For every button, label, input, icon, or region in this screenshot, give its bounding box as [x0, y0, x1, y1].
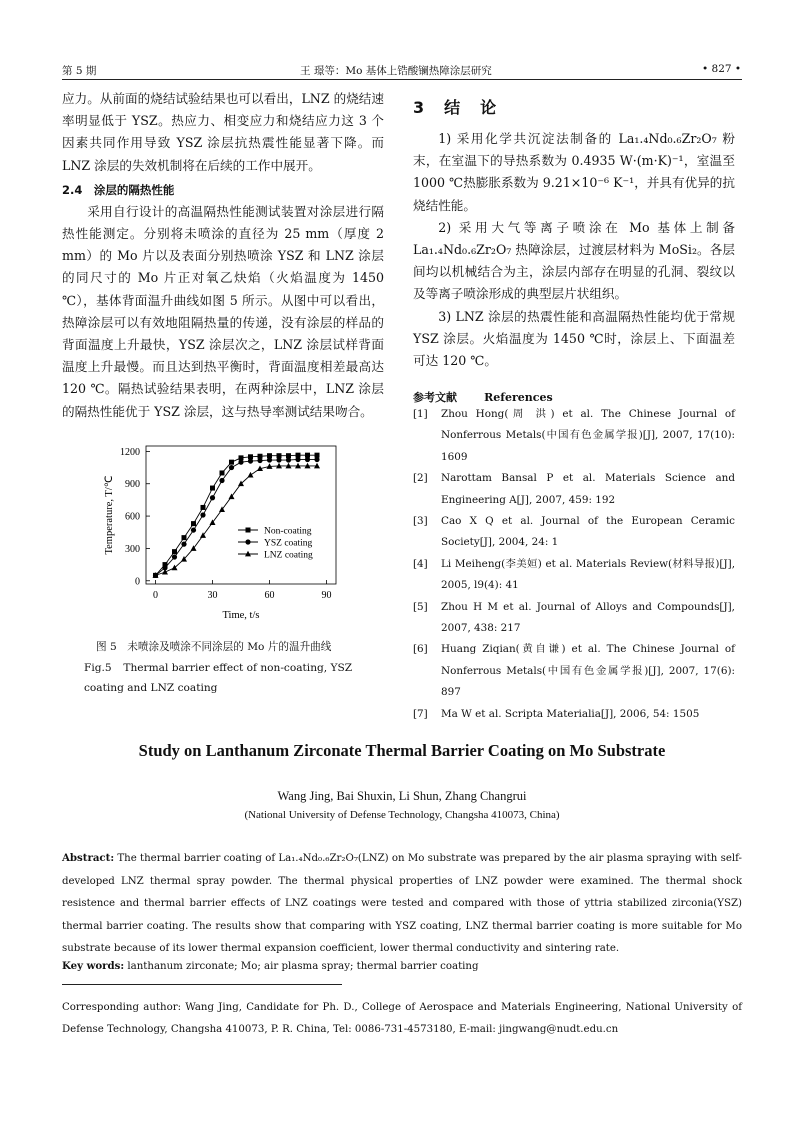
reference-text: Ma W et al. Scripta Materialia[J], 2006, 54: 1505 [441, 707, 700, 720]
reference-text: Zhou Hong(周 洪) et al. The Chinese Journal of Nonferrous Metals(中国有色金属学报)[J], 2007, 17(10): 1609 [441, 408, 735, 463]
data-point [181, 542, 186, 547]
data-point [257, 458, 262, 463]
abstract-text: The thermal barrier coating of La₁.₄Nd₀.₆Zr₂O₇(LNZ) on Mo substrate was prepared by the air plasma spraying with self-developed LNZ thermal spray powder. The thermal physical properties of LNZ powder were examined. The thermal shock resistence and thermal barrier effects of LNZ coatings were tested and compared with those of yttria stabilized zirconia(YSZ) thermal barrier coating. The results show that comparing with YSZ coating, LNZ thermal barrier coating is more suitable for Mo substrate because of its lower thermal expansion coefficient, lower thermal conductivity and sintering rate. [62, 853, 742, 954]
section-heading-2-4: 2.4 涂层的隔热性能 [62, 182, 175, 197]
reference-text: Cao X Q et al. Journal of the European Ceramic Society[J], 2004, 24: 1 [441, 515, 735, 549]
reference-item [413, 639, 735, 703]
reference-text: Narottam Bansal P et al. Materials Science and Engineering A[J], 2007, 459: 192 [441, 472, 735, 506]
reference-number: [6] [413, 643, 428, 656]
data-point [295, 457, 300, 462]
reference-number: [3] [413, 515, 428, 528]
english-title: Study on Lanthanum Zirconate Thermal Barrier Coating on Mo Substrate [138, 741, 666, 760]
data-point [172, 549, 177, 554]
reference-item [413, 704, 735, 725]
english-affiliation: (National University of Defense Technology, Changsha 410073, China) [244, 809, 560, 821]
data-point [276, 457, 281, 462]
legend-label: YSZ coating [264, 538, 313, 549]
reference-item [413, 511, 735, 554]
reference-item [413, 468, 735, 511]
data-point [248, 472, 254, 478]
reference-text: Zhou H M et al. Journal of Alloys and Compounds[J], 2007, 438: 217 [441, 600, 735, 635]
data-point [191, 527, 196, 532]
english-authors: Wang Jing, Bai Shuxin, Li Shun, Zhang Changrui [277, 789, 527, 803]
data-point [314, 457, 319, 462]
data-point [305, 457, 310, 462]
figure-label: Fig.5 [84, 662, 112, 674]
data-point [182, 535, 187, 540]
legend-label: LNZ coating [264, 550, 313, 561]
reference-item [413, 597, 735, 640]
reference-number: [2] [413, 472, 428, 485]
paragraph-continued: 应力。从前面的烧结试验结果也可以看出，LNZ 的烧结速率明显低于 YSZ。热应力、相变应力和烧结应力这 3 个因素共同作用导致 YSZ 涂层抗热震性能显著下降。而 LNZ 涂层的失效机制将在后续的工作中展开。 [62, 91, 384, 173]
reference-number: [5] [413, 600, 428, 613]
keywords-label: Key words: [62, 960, 125, 972]
references-heading [413, 386, 735, 405]
x-tick-label: 0 [153, 590, 158, 601]
header-rule [62, 79, 742, 80]
reference-number: [1] [413, 408, 428, 420]
figure-caption-en [84, 658, 374, 698]
x-axis-label: Time, t/s [222, 610, 260, 621]
section-heading-conclusions: 3 结 论 [413, 98, 499, 117]
data-point [210, 486, 215, 491]
data-point [229, 460, 234, 465]
reference-list [413, 404, 735, 725]
references-heading-en: References [484, 391, 553, 404]
data-point [201, 505, 206, 510]
data-point [172, 554, 177, 559]
abstract-label: Abstract: [62, 852, 115, 864]
legend-label: Non-coating [264, 526, 312, 537]
english-abstract [62, 847, 742, 961]
reference-text: Huang Ziqian(黄自谦) et al. The Chinese Journal of Nonferrous Metals(中国有色金属学报)[J], 2007, 17(6): 897 [441, 643, 735, 699]
paragraph-insulation: 采用自行设计的高温隔热性能测试装置对涂层进行隔热性能测定。分别将未喷涂的直径为 25 mm（厚度 2 mm）的 Mo 片以及表面分别热喷涂 YSZ 和 LNZ 涂层的同尺寸的 Mo 片正对氧乙炔焰（火焰温度为 1450 ℃），基体背面温升曲线如图 5 所示。从图中可以看出，热障涂层可以有效地阻隔热量的传递，没有涂层的样品的背面温度上升最快，YSZ 涂层次之，LNZ 涂层试样背面温度上升最慢。而且达到热平衡时，背面温度相差最高达 120 ℃。隔热试验结果表明，在两种涂层中，LNZ 涂层的隔热性能优于 YSZ 涂层，这与热导率测试结果吻合。 [62, 203, 384, 419]
y-tick-label: 0 [135, 576, 140, 588]
left-column [62, 88, 384, 423]
footnote-rule [62, 984, 342, 985]
conclusion-3: 3) LNZ 涂层的热震性能和高温隔热性能均优于常规 YSZ 涂层。火焰温度为 1450 ℃时，涂层上、下面温差可达 120 ℃。 [413, 308, 735, 369]
keywords-text: lanthanum zirconate; Mo; air plasma spray; thermal barrier coating [127, 961, 479, 972]
reference-number: [4] [413, 557, 428, 570]
right-column [413, 96, 735, 372]
data-point [238, 460, 243, 465]
figure-caption-en-text: Thermal barrier effect of non-coating, YSZ coating and LNZ coating [84, 662, 353, 694]
data-point [191, 521, 196, 526]
data-point [200, 512, 205, 517]
reference-number: [7] [413, 707, 428, 720]
x-tick-label: 90 [321, 590, 332, 601]
references-heading-cn: 参考文献 [413, 391, 457, 404]
reference-item [413, 554, 735, 597]
reference-item [413, 404, 735, 468]
y-tick-label: 300 [125, 543, 140, 555]
figure-5-chart [100, 438, 350, 624]
figure-caption-cn: 图 5 未喷涂及喷涂不同涂层的 Mo 片的温升曲线 [96, 641, 332, 653]
conclusion-2: 2) 采用大气等离子喷涂在 Mo 基体上制备 La₁.₄Nd₀.₆Zr₂O₇ 热障涂层，过渡层材料为 MoSi₂。各层间均以机械结合为主，涂层内部存在明显的孔洞、裂纹以及等离子喷涂形成的典型层片状组织。 [413, 219, 735, 302]
data-point [267, 457, 272, 462]
y-tick-label: 600 [125, 511, 140, 523]
page-number: • 827 • [702, 63, 742, 75]
x-tick-label: 30 [207, 590, 218, 601]
data-point [210, 495, 215, 500]
x-tick-label: 60 [264, 590, 275, 601]
data-point [248, 458, 253, 463]
corresponding-author-footnote: Corresponding author: Wang Jing, Candidate for Ph. D., College of Aerospace and Materials Engineering, National University of Defense Technology, Changsha 410073, P. R. China, Tel: 0086-731-4573180, E-mail: jingwang@nudt.edu.cn [62, 1002, 742, 1035]
english-keywords [62, 955, 742, 979]
conclusion-1: 1) 采用化学共沉淀法制备的 La₁.₄Nd₀.₆Zr₂O₇ 粉末，在室温下的导热系数为 0.4935 W·(m·K)⁻¹，室温至 1000 ℃热膨胀系数为 9.21×10⁻⁶ K⁻¹，并具有优异的抗烧结性能。 [413, 131, 735, 213]
data-point [220, 470, 225, 475]
data-point [229, 465, 234, 470]
y-axis-label: Temperature, T/℃ [104, 475, 115, 555]
y-tick-label: 900 [125, 479, 140, 491]
y-tick-label: 1200 [120, 446, 140, 458]
legend-marker [246, 528, 251, 533]
running-header-title: 王 璟等：Mo 基体上锆酸镧热障涂层研究 [300, 65, 492, 77]
running-header-issue: 第 5 期 [62, 65, 97, 77]
legend-marker [245, 539, 250, 544]
reference-text: Li Meiheng(李美姮) et al. Materials Review(材料导报)[J], 2005, l9(4): 41 [441, 557, 735, 592]
data-point [286, 457, 291, 462]
data-point [219, 478, 224, 483]
